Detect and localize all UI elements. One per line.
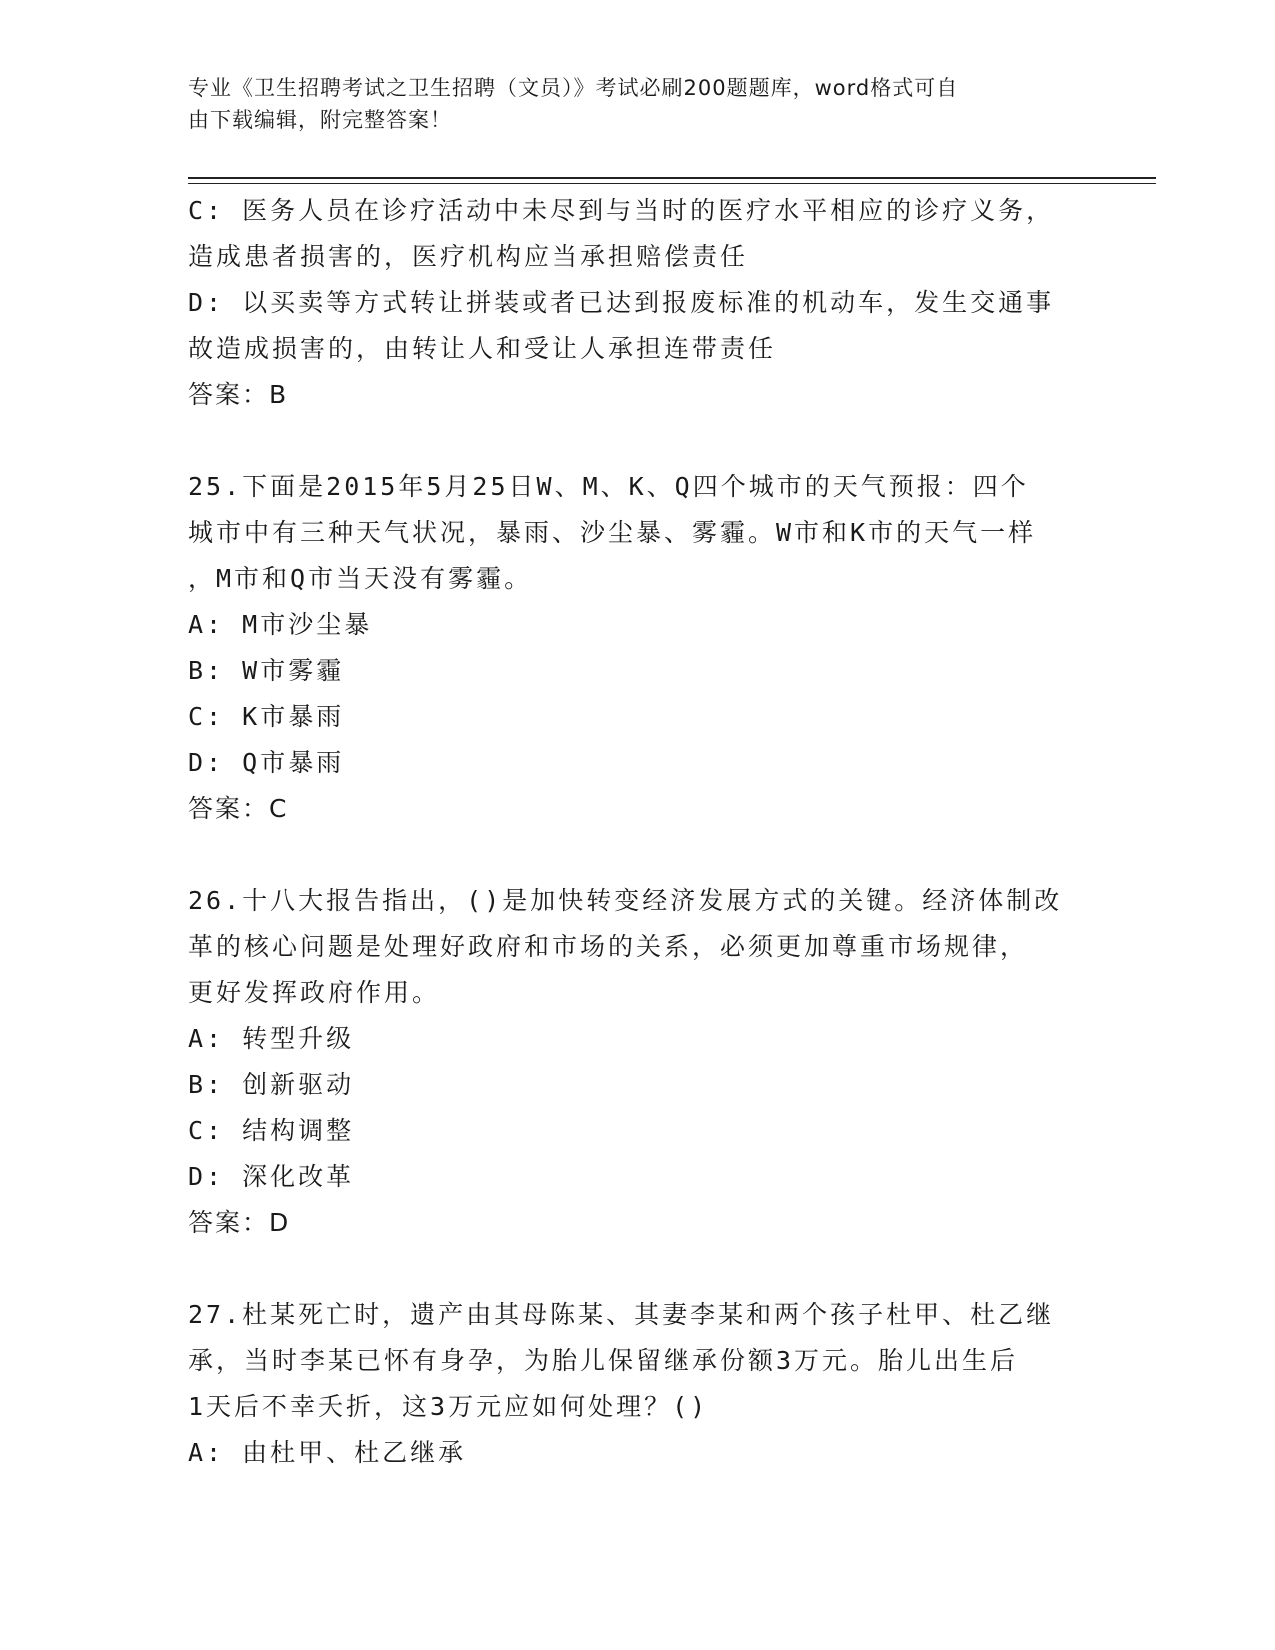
question-stem-line-2: 承，当时李某已怀有身孕，为胎儿保留继承份额3万元。胎儿出生后: [188, 1346, 1019, 1375]
option-d-line-1: D: 以买卖等方式转让拼装或者已达到报废标准的机动车，发生交通事: [188, 288, 1055, 317]
question-stem-line-2: 革的核心问题是处理好政府和市场的关系，必须更加尊重市场规律，: [188, 932, 1029, 961]
question-stem-line-2: 城市中有三种天气状况，暴雨、沙尘暴、雾霾。W市和K市的天气一样: [188, 518, 1037, 547]
question-stem-line-3: 更好发挥政府作用。: [188, 978, 441, 1007]
question-stem-line-3: 1天后不幸夭折，这3万元应如何处理？(): [188, 1392, 709, 1421]
answer-line: 答案：C: [188, 794, 289, 823]
question-gap: [188, 832, 1088, 878]
option-b: B: W市雾霾: [188, 656, 345, 685]
document-header: [188, 72, 1068, 136]
option-d: D: Q市暴雨: [188, 748, 345, 777]
question-stem-line-1: 25.下面是2015年5月25日W、M、K、Q四个城市的天气预报：四个: [188, 472, 1029, 501]
option-b: B: 创新驱动: [188, 1070, 355, 1099]
option-c-line-2: 造成患者损害的，医疗机构应当承担赔偿责任: [188, 242, 749, 271]
question-27: [188, 1292, 1088, 1476]
header-title-line-1: 专业《卫生招聘考试之卫生招聘（文员）》考试必刷200题题库，word格式可自: [188, 76, 959, 100]
question-gap: [188, 418, 1088, 464]
option-c: C: K市暴雨: [188, 702, 345, 731]
option-d: D: 深化改革: [188, 1162, 355, 1191]
question-stem-line-3: ，M市和Q市当天没有雾霾。: [188, 564, 533, 593]
question-gap: [188, 1246, 1088, 1292]
option-c: C: 结构调整: [188, 1116, 355, 1145]
question-stem-line-1: 26.十八大报告指出，()是加快转变经济发展方式的关键。经济体制改: [188, 886, 1063, 915]
header-divider-thin: [188, 183, 1156, 184]
answer-line: 答案：B: [188, 380, 289, 409]
header-title-line-2: 由下载编辑，附完整答案！: [188, 108, 452, 132]
option-c-line-1: C: 医务人员在诊疗活动中未尽到与当时的医疗水平相应的诊疗义务，: [188, 196, 1055, 225]
option-d-line-2: 故造成损害的，由转让人和受让人承担连带责任: [188, 334, 777, 363]
question-list: [188, 188, 1088, 1476]
answer-line: 答案：D: [188, 1208, 291, 1237]
question-25: [188, 464, 1088, 832]
option-a: A: M市沙尘暴: [188, 610, 373, 639]
option-a: A: 转型升级: [188, 1024, 355, 1053]
question-24-tail: [188, 188, 1088, 418]
header-divider-thick: [188, 177, 1156, 179]
option-a: A: 由杜甲、杜乙继承: [188, 1438, 467, 1467]
question-26: [188, 878, 1088, 1246]
question-stem-line-1: 27.杜某死亡时，遗产由其母陈某、其妻李某和两个孩子杜甲、杜乙继: [188, 1300, 1055, 1329]
